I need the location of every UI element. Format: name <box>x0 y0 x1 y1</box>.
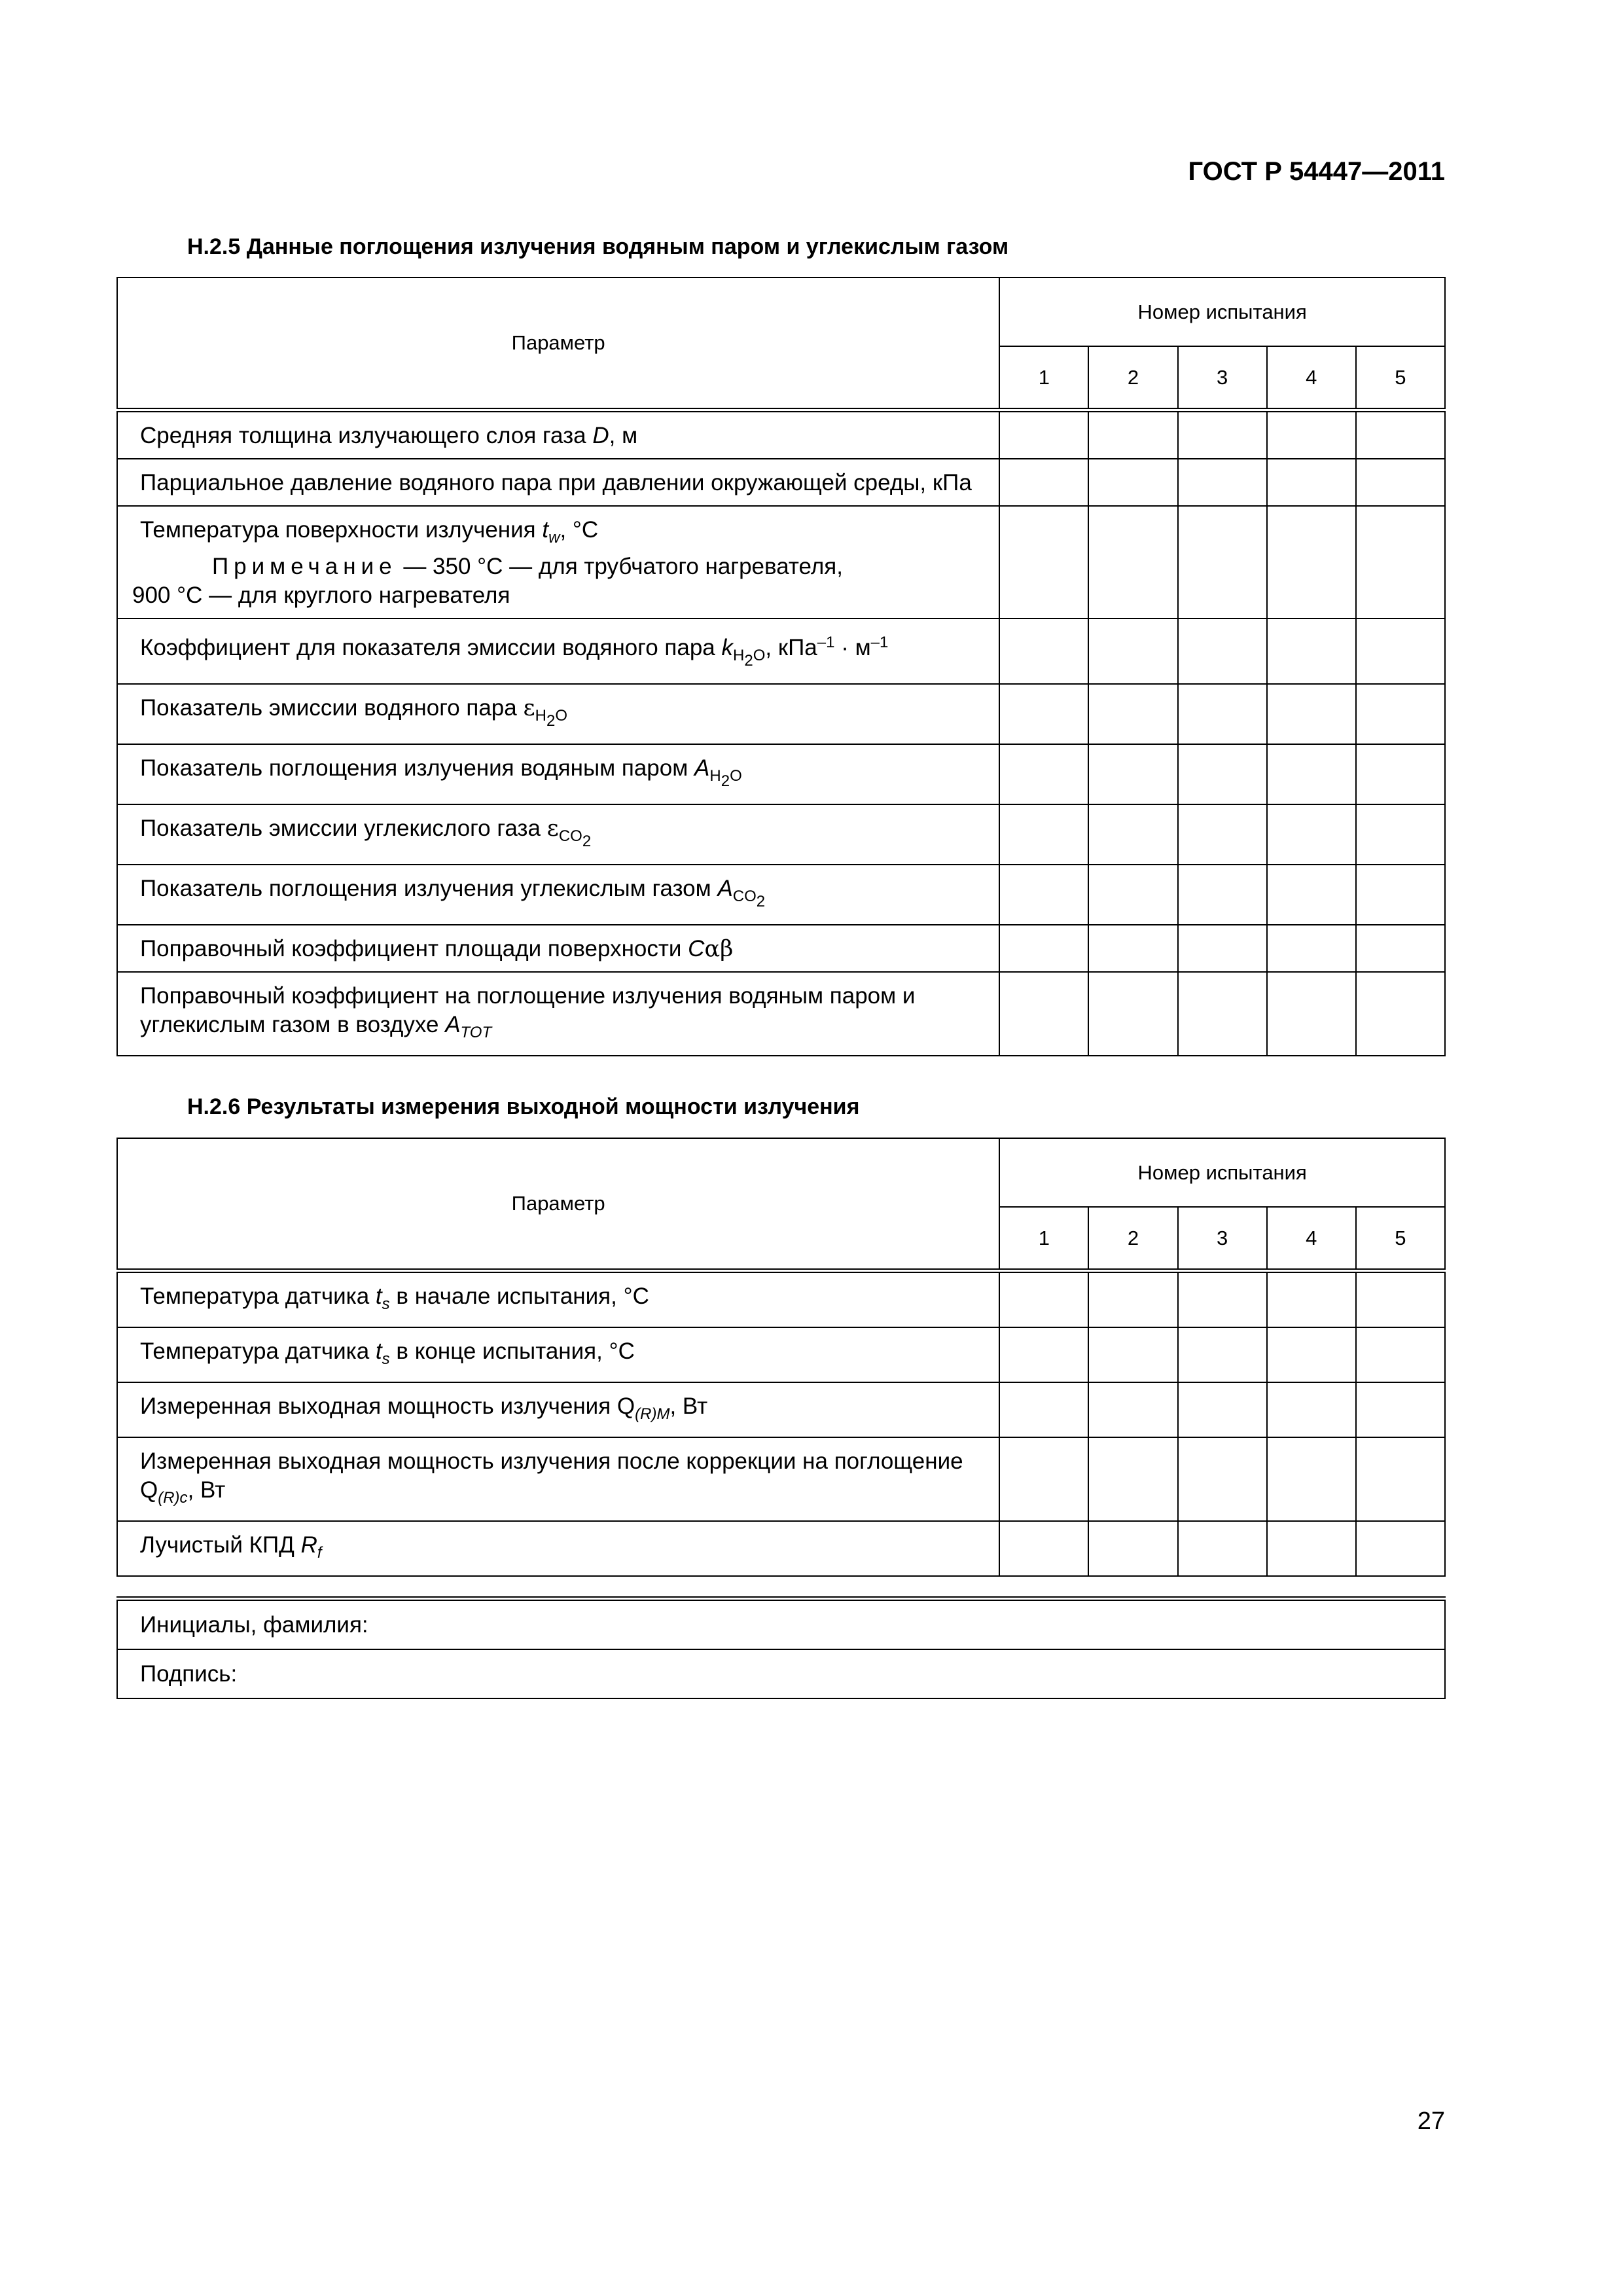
value-cell[interactable] <box>1178 459 1267 506</box>
table-row <box>117 1599 1445 1650</box>
value-cell[interactable] <box>1267 1437 1356 1521</box>
value-cell[interactable] <box>1267 925 1356 972</box>
initials-field[interactable]: Инициалы, фамилия: <box>117 1599 1445 1650</box>
value-cell[interactable] <box>1178 619 1267 684</box>
row-label: Лучистый КПД $R_f$ <box>117 1521 999 1576</box>
param-header: Параметр <box>117 1138 999 1271</box>
table-row <box>117 1521 1445 1576</box>
row-label: Измеренная выходная мощность излучения после коррекции на поглощение $Q_{(R)c}$, Вт <box>117 1437 999 1521</box>
value-cell[interactable] <box>1267 972 1356 1056</box>
table-row <box>117 972 1445 1056</box>
test-number-header: Номер испытания <box>999 278 1445 346</box>
value-cell[interactable] <box>1088 684 1177 744</box>
value-cell[interactable] <box>1267 684 1356 744</box>
value-cell[interactable] <box>1088 972 1177 1056</box>
value-cell[interactable] <box>1178 744 1267 804</box>
table-row <box>117 410 1445 459</box>
value-cell[interactable] <box>999 1382 1088 1437</box>
value-cell[interactable] <box>1088 744 1177 804</box>
value-cell[interactable] <box>1088 1327 1177 1382</box>
value-cell[interactable] <box>999 972 1088 1056</box>
row-label: Показатель эмиссии водяного пара $\varepsilon_{H_2O}$ <box>117 684 999 744</box>
value-cell[interactable] <box>1356 506 1445 619</box>
signature-field[interactable]: Подпись: <box>117 1649 1445 1698</box>
value-cell[interactable] <box>1356 865 1445 925</box>
value-cell[interactable] <box>1088 410 1177 459</box>
table-row <box>117 619 1445 684</box>
value-cell[interactable] <box>1356 1271 1445 1328</box>
section-title-h25: Н.2.5 Данные поглощения излучения водяным паром и углекислым газом <box>187 234 1009 259</box>
row-label: Коэффициент для показателя эмиссии водяного пара $k_{H_2O}$, $кПа^{-1} \cdot м^{-1}$ <box>117 619 999 684</box>
value-cell[interactable] <box>1356 1437 1445 1521</box>
row-label: Показатель поглощения излучения углекислым газом $A_{CO_2}$ <box>117 865 999 925</box>
value-cell[interactable] <box>1356 1327 1445 1382</box>
test-number-cell: 2 <box>1088 346 1177 410</box>
value-cell[interactable] <box>1356 459 1445 506</box>
test-number-cell: 3 <box>1178 1207 1267 1271</box>
test-number-cell: 3 <box>1178 346 1267 410</box>
value-cell[interactable] <box>1356 804 1445 865</box>
row-label: Средняя толщина излучающего слоя газа D, м <box>117 410 999 459</box>
value-cell[interactable] <box>999 1271 1088 1328</box>
value-cell[interactable] <box>1088 1382 1177 1437</box>
signature-table <box>116 1596 1446 1699</box>
test-number-header: Номер испытания <box>999 1138 1445 1207</box>
value-cell[interactable] <box>999 744 1088 804</box>
section-title-h26: Н.2.6 Результаты измерения выходной мощности излучения <box>187 1094 860 1119</box>
test-number-cell: 1 <box>999 1207 1088 1271</box>
value-cell[interactable] <box>1088 1521 1177 1576</box>
value-cell[interactable] <box>1267 410 1356 459</box>
table-row <box>117 925 1445 972</box>
value-cell[interactable] <box>1178 1382 1267 1437</box>
value-cell[interactable] <box>1356 744 1445 804</box>
standard-code: ГОСТ Р 54447—2011 <box>1188 157 1445 186</box>
value-cell[interactable] <box>1088 804 1177 865</box>
table-row <box>117 1327 1445 1382</box>
param-header: Параметр <box>117 278 999 410</box>
value-cell[interactable] <box>1088 865 1177 925</box>
value-cell[interactable] <box>999 459 1088 506</box>
value-cell[interactable] <box>1178 925 1267 972</box>
value-cell[interactable] <box>999 410 1088 459</box>
value-cell[interactable] <box>999 804 1088 865</box>
value-cell[interactable] <box>1088 925 1177 972</box>
value-cell[interactable] <box>999 925 1088 972</box>
value-cell[interactable] <box>1267 1521 1356 1576</box>
value-cell[interactable] <box>999 1521 1088 1576</box>
table-row <box>117 684 1445 744</box>
row-label: Парциальное давление водяного пара при давлении окружающей среды, кПа <box>117 459 999 506</box>
test-number-cell: 5 <box>1356 346 1445 410</box>
value-cell[interactable] <box>1267 744 1356 804</box>
value-cell[interactable] <box>999 506 1088 619</box>
value-cell[interactable] <box>1178 1271 1267 1328</box>
row-label: Температура датчика $t_s$ в начале испытания, °С <box>117 1271 999 1328</box>
value-cell[interactable] <box>999 619 1088 684</box>
table-row <box>117 865 1445 925</box>
value-cell[interactable] <box>1356 410 1445 459</box>
value-cell[interactable] <box>1356 925 1445 972</box>
test-number-cell: 4 <box>1267 346 1356 410</box>
table-row <box>117 744 1445 804</box>
value-cell[interactable] <box>1267 1382 1356 1437</box>
table-row <box>117 459 1445 506</box>
power-output-table <box>116 1138 1446 1577</box>
page-number: 27 <box>1417 2108 1445 2135</box>
value-cell[interactable] <box>1088 1437 1177 1521</box>
table-row <box>117 1649 1445 1698</box>
table-row <box>117 506 1445 619</box>
test-number-cell: 4 <box>1267 1207 1356 1271</box>
value-cell[interactable] <box>1178 865 1267 925</box>
row-label: Измеренная выходная мощность излучения $Q_{(R)M}$, Вт <box>117 1382 999 1437</box>
value-cell[interactable] <box>1267 459 1356 506</box>
value-cell[interactable] <box>1088 619 1177 684</box>
test-number-cell: 5 <box>1356 1207 1445 1271</box>
value-cell[interactable] <box>1178 506 1267 619</box>
value-cell[interactable] <box>1178 804 1267 865</box>
value-cell[interactable] <box>1356 684 1445 744</box>
value-cell[interactable] <box>999 1437 1088 1521</box>
table-row <box>117 1382 1445 1437</box>
value-cell[interactable] <box>999 684 1088 744</box>
value-cell[interactable] <box>1088 459 1177 506</box>
value-cell[interactable] <box>1356 1521 1445 1576</box>
value-cell[interactable] <box>1178 1327 1267 1382</box>
row-label: Температура датчика $t_s$ в конце испытания, °С <box>117 1327 999 1382</box>
value-cell[interactable] <box>999 1327 1088 1382</box>
note-label: Примечание <box>212 554 397 579</box>
value-cell[interactable] <box>1088 1271 1177 1328</box>
row-label: Показатель поглощения излучения водяным паром $A_{H_2O}$ <box>117 744 999 804</box>
value-cell[interactable] <box>1356 1382 1445 1437</box>
table-row <box>117 1437 1445 1521</box>
value-cell[interactable] <box>1178 410 1267 459</box>
value-cell[interactable] <box>1356 619 1445 684</box>
value-cell[interactable] <box>1267 865 1356 925</box>
table-row <box>117 804 1445 865</box>
value-cell[interactable] <box>1088 506 1177 619</box>
value-cell[interactable] <box>999 865 1088 925</box>
table-row <box>117 1271 1445 1328</box>
value-cell[interactable] <box>1267 506 1356 619</box>
value-cell[interactable] <box>1178 1437 1267 1521</box>
absorption-data-table <box>116 277 1446 1056</box>
value-cell[interactable] <box>1267 1327 1356 1382</box>
row-label: Температура поверхности излучения $t_w$, °С Примечание — 350 °С — для трубчатого нагревателя, 900 °С — для круглого нагревателя <box>117 506 999 619</box>
row-label: Показатель эмиссии углекислого газа $\varepsilon_{CO_2}$ <box>117 804 999 865</box>
test-number-cell: 2 <box>1088 1207 1177 1271</box>
value-cell[interactable] <box>1178 1521 1267 1576</box>
value-cell[interactable] <box>1267 804 1356 865</box>
value-cell[interactable] <box>1267 1271 1356 1328</box>
test-number-cell: 1 <box>999 346 1088 410</box>
row-label: Поправочный коэффициент на поглощение излучения водяным паром и углекислым газом в воздухе $A_{TOT}$ <box>117 972 999 1056</box>
value-cell[interactable] <box>1356 972 1445 1056</box>
value-cell[interactable] <box>1267 619 1356 684</box>
value-cell[interactable] <box>1178 684 1267 744</box>
row-label: Поправочный коэффициент площади поверхности Cαβ <box>117 925 999 972</box>
value-cell[interactable] <box>1178 972 1267 1056</box>
